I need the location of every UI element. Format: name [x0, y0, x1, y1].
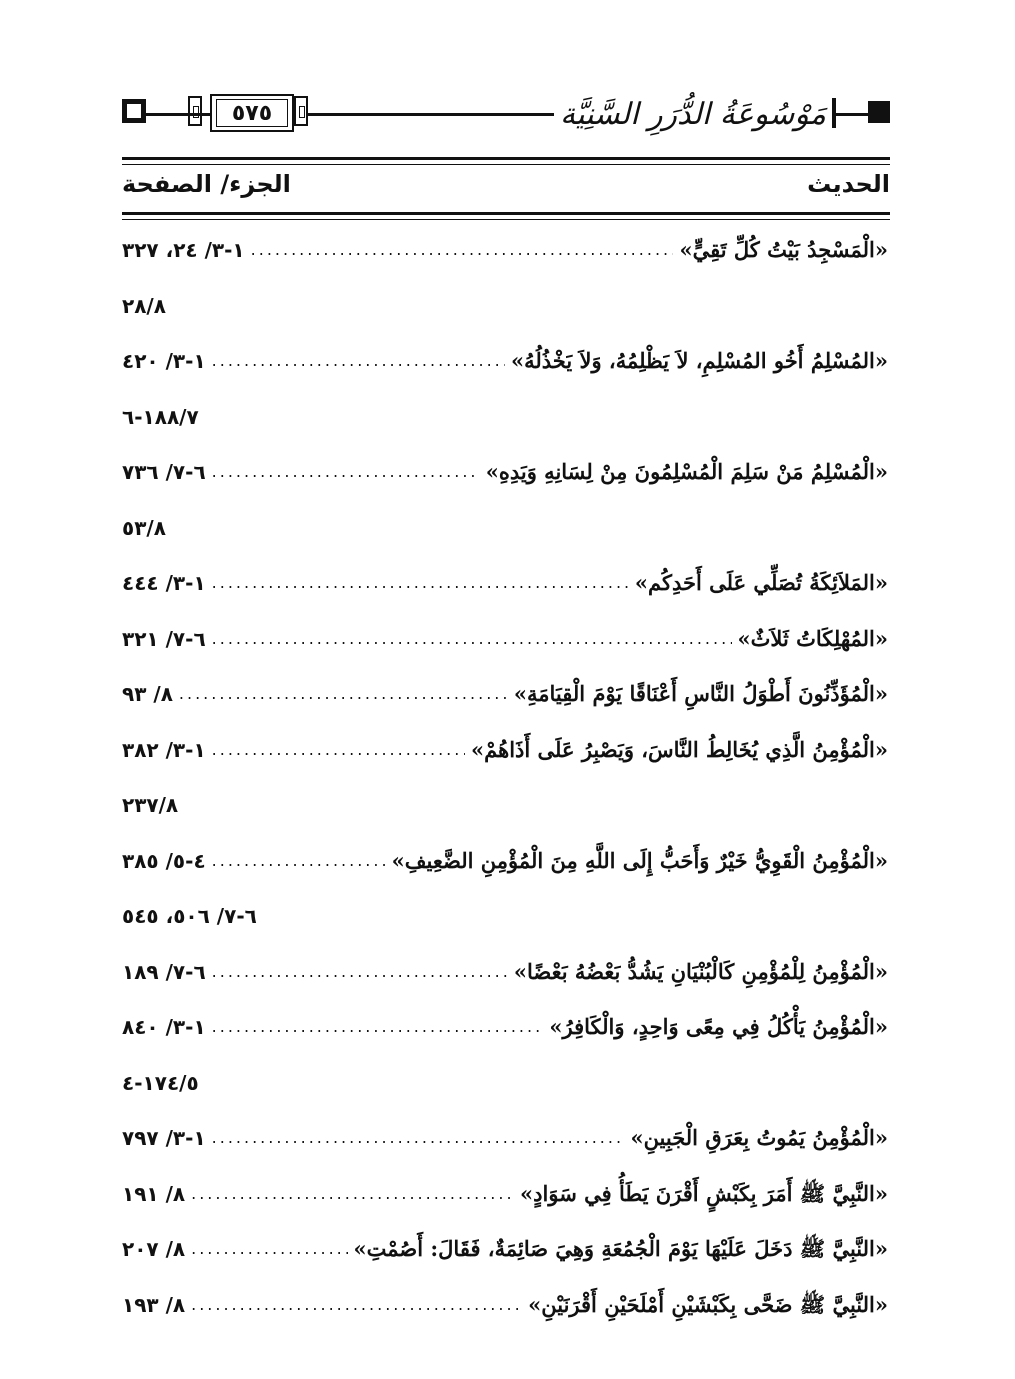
index-entry — [122, 1174, 888, 1214]
hadith-text: «المُهْلِكَاتُ ثَلاَثٌ» — [737, 625, 888, 651]
dot-leader — [191, 1285, 522, 1325]
dot-leader — [212, 341, 505, 381]
index-entry — [122, 952, 888, 992]
index-entry — [122, 286, 888, 326]
column-heading-volume-page: الجزء/ الصفحة — [122, 170, 291, 198]
dot-leader — [212, 1007, 544, 1047]
volume-page-reference: ١-٣/ ٢٤، ٣٢٧ — [122, 238, 245, 262]
volume-page-reference: ٢٨/٨ — [122, 293, 166, 318]
index-entry — [122, 341, 888, 381]
volume-page-reference: ١-٣/ ٧٩٧ — [122, 1126, 206, 1150]
index-entry — [122, 730, 888, 770]
table-rule-thin — [122, 219, 890, 220]
hadith-text: «الْمُسْلِمُ مَنْ سَلِمَ الْمُسْلِمُونَ مِنْ لِسَانِهِ وَيَدِهِ» — [485, 459, 888, 484]
volume-page-reference: ٢٣٧/٨ — [122, 793, 179, 817]
square-ornament-left — [122, 99, 146, 123]
volume-page-reference: ٦-٧/ ١٨٩ — [122, 959, 206, 984]
square-ornament-right — [868, 101, 890, 123]
dot-leader — [191, 1174, 514, 1214]
hadith-text: «المُسْلِمُ أَخُو المُسْلِمِ، لاَ يَظْلِمُهُ، وَلاَ يَخْذُلُهُ» — [510, 348, 888, 373]
index-entry — [122, 785, 888, 825]
volume-page-reference: ١-٣/ ٤٤٤ — [122, 571, 206, 595]
volume-page-reference: ٤-٥/ ٣٨٥ — [122, 848, 206, 873]
dot-leader — [212, 730, 465, 770]
index-entry — [122, 230, 888, 270]
dot-leader — [212, 841, 386, 881]
header-line-right — [836, 113, 868, 116]
volume-page-reference: ٨/ ٩٣ — [122, 682, 173, 706]
header-line-middle — [308, 113, 578, 116]
page-number-box — [210, 94, 294, 132]
hadith-text: «النَّبِيَّ ﷺ أَمَرَ بِكَبْشٍ أَقْرَنَ يَطَأُ فِي سَوَادٍ» — [520, 1180, 888, 1206]
volume-page-reference: ٦-٧/ ٣٢١ — [122, 626, 206, 651]
volume-page-reference: ٨/ ١٩٣ — [122, 1292, 186, 1317]
hadith-text: «الْمُؤْمِنُ يَمُوتُ بِعَرَقِ الْجَبِينِ» — [630, 1125, 888, 1150]
index-entry — [122, 619, 888, 659]
volume-page-reference: ١٧٤/٥-٤ — [122, 1070, 199, 1095]
volume-page-reference: ٨/ ٢٠٧ — [122, 1237, 186, 1261]
hadith-text: «المَلاَئِكَةُ تُصَلِّي عَلَى أَحَدِكُم» — [634, 570, 888, 595]
page-number: ٥٧٥ — [216, 99, 288, 127]
index-entry — [122, 452, 888, 492]
index-entry — [122, 1007, 888, 1047]
volume-page-reference: ٦-٧/ ٥٠٦، ٥٤٥ — [122, 904, 257, 928]
hadith-text: «الْمُؤَذِّنُونَ أَطْوَلُ النَّاسِ أَعْنَاقًا يَوْمَ الْقِيَامَةِ» — [513, 681, 888, 706]
index-entry — [122, 674, 888, 714]
header-rule-thick — [122, 157, 890, 160]
hadith-text: «الْمَسْجِدُ بَيْتُ كُلِّ تَقِيٍّ» — [679, 237, 888, 262]
dot-leader — [212, 452, 480, 492]
volume-page-reference: ١-٣/ ٣٨٢ — [122, 737, 206, 762]
dot-leader — [191, 1229, 347, 1269]
index-entry — [122, 841, 888, 881]
volume-page-reference: ٦-٧/ ٧٣٦ — [122, 460, 206, 484]
index-entry — [122, 508, 888, 548]
volume-page-reference: ١٨٨/٧-٦ — [122, 404, 199, 429]
knot-ornament-right — [294, 96, 308, 126]
index-entry — [122, 896, 888, 936]
dot-leader — [212, 563, 629, 603]
volume-page-reference: ٨/ ١٩١ — [122, 1181, 186, 1206]
hadith-text: «النَّبِيَّ ﷺ دَخَلَ عَلَيْهَا يَوْمَ الْجُمُعَةِ وَهِيَ صَائِمَةٌ، فَقَالَ: أَصُمْتِ» — [353, 1236, 888, 1261]
table-rule-thick — [122, 212, 890, 215]
page-header — [122, 92, 890, 138]
index-entry — [122, 1229, 888, 1269]
hadith-text: «النَّبِيَّ ﷺ ضَحَّى بِكَبْشَيْنِ أَمْلَحَيْنِ أَقْرَنَيْنِ» — [528, 1291, 888, 1317]
encyclopedia-title: مَوْسُوعَةُ الدُّرَرِ السَّنِيَّة — [554, 92, 832, 136]
dot-leader — [179, 674, 508, 714]
volume-page-reference: ١-٣/ ٨٤٠ — [122, 1015, 206, 1039]
dot-leader — [212, 952, 508, 992]
dot-leader — [212, 1118, 625, 1158]
dot-leader — [251, 230, 674, 270]
volume-page-reference: ١-٣/ ٤٢٠ — [122, 349, 206, 373]
volume-page-reference: ٥٣/٨ — [122, 515, 166, 540]
header-rule-thin — [122, 164, 890, 165]
dot-leader — [212, 619, 732, 659]
hadith-text: «الْمُؤْمِنُ يَأْكُلُ فِي مِعًى وَاحِدٍ، وَالْكَافِرُ» — [549, 1014, 888, 1039]
column-heading-hadith: الحديث — [807, 170, 890, 198]
index-entry — [122, 1285, 888, 1325]
knot-ornament-left — [188, 96, 202, 126]
hadith-text: «الْمُؤْمِنُ لِلْمُؤْمِنِ كَالْبُنْيَانِ يَشُدُّ بَعْضُهُ بَعْضًا» — [513, 958, 888, 984]
index-entry — [122, 1063, 888, 1103]
hadith-text: «الْمُؤْمِنُ الَّذِي يُخَالِطُ النَّاسَ، وَيَصْبِرُ عَلَى أَذَاهُمْ» — [471, 736, 888, 762]
index-entry — [122, 397, 888, 437]
index-entry — [122, 563, 888, 603]
hadith-text: «الْمُؤْمِنُ الْقَوِيُّ خَيْرٌ وَأَحَبُّ إِلَى اللَّهِ مِنَ الْمُؤْمِنِ الضَّعِيفِ» — [391, 847, 888, 873]
index-entry — [122, 1118, 888, 1158]
